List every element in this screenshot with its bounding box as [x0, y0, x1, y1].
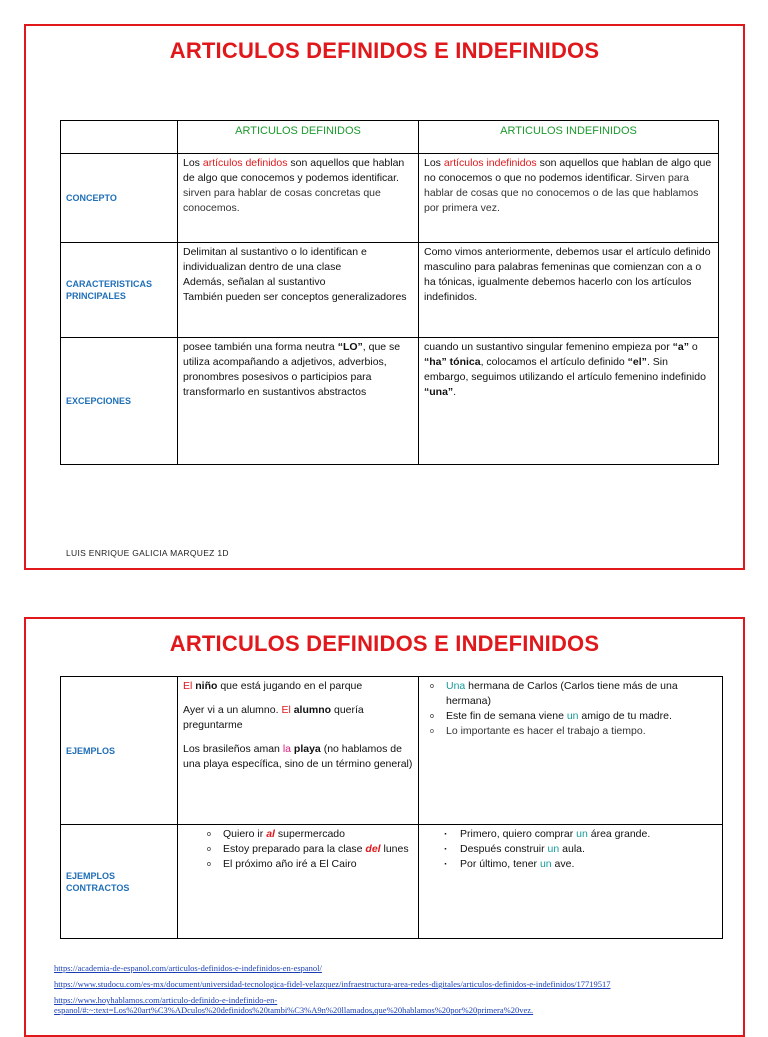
reference-link[interactable]: https://www.hoyhablamos.com/articulo-definido-e-indefinido-en-	[54, 995, 278, 1005]
list-item	[446, 679, 717, 709]
reference-link[interactable]: https://www.studocu.com/es-mx/document/universidad-tecnologica-fidel-velazquez/infraestructura-area-redes-digitales/articulos-definidos-e-indefinidos/17719517	[54, 979, 611, 989]
article-word: un	[539, 858, 552, 870]
reference-link[interactable]: https://academia-de-espanol.com/articulos-definidos-e-indefinidos-en-espanol/	[54, 963, 322, 973]
noun-word: niño	[192, 680, 218, 692]
article-word: un	[547, 843, 560, 855]
caracteristicas-indefinidos-cell	[419, 243, 719, 338]
author-name: LUIS ENRIQUE GALICIA MARQUEZ 1D	[66, 548, 229, 558]
page-title: ARTICULOS DEFINIDOS E INDEFINIDOS	[169, 38, 600, 63]
row-header-concepto: CONCEPTO	[61, 154, 178, 243]
list-item	[223, 842, 413, 857]
page-title: ARTICULOS DEFINIDOS E INDEFINIDOS	[169, 631, 600, 656]
list-item	[460, 827, 717, 842]
text: amigo de tu madre.	[578, 710, 672, 722]
table-row-contractos	[61, 825, 723, 939]
empty-corner-cell	[61, 121, 178, 154]
list-item: o Lo importante es hacer el trabajo a tiempo.	[446, 724, 717, 739]
example-list	[424, 679, 717, 739]
contraction-word: del	[365, 843, 381, 855]
row-header-line: PRINCIPALES	[66, 291, 126, 301]
ejemplos-indefinidos-cell	[419, 677, 723, 825]
article-word: un	[566, 710, 579, 722]
row-header-caracteristicas	[61, 243, 178, 338]
excepciones-indefinidos-cell	[419, 338, 719, 465]
text: Primero, quiero comprar	[460, 828, 577, 840]
list-item	[446, 709, 717, 724]
text: Por último, tener	[460, 858, 540, 870]
list-item	[460, 857, 717, 872]
row-header-excepciones: EXCEPCIONES	[61, 338, 178, 465]
text: igualmente debemos hacerlo con los artículos indefinidos.	[424, 276, 692, 303]
noun-word: playa	[291, 743, 321, 755]
text: Ayer vi a un alumno.	[183, 704, 282, 716]
text: cuando un sustantivo singular femenino empieza por	[424, 341, 673, 353]
ejemplos-definidos-cell	[178, 677, 419, 825]
caracteristicas-definidos-cell	[178, 243, 419, 338]
text-line: Además, señalan al sustantivo	[183, 276, 326, 288]
highlight-term: artículos definidos	[202, 157, 288, 169]
text: (no hablamos de una playa específica, sino de un término general)	[183, 743, 413, 770]
concepto-definidos-cell	[178, 154, 419, 243]
text: Como vimos anteriormente, debemos usar el artículo definido masculino para palabras femeninas que comienzan con a o ha tónicas,	[424, 246, 711, 288]
text: Este fin de semana viene	[446, 710, 567, 722]
example-list	[424, 827, 717, 872]
reference-links	[54, 963, 754, 1015]
text: Los brasileños aman	[183, 743, 283, 755]
text: son aquellos que hablan de algo que no conocemos o que no podemos identificar.	[424, 157, 712, 184]
text: Quiero ir	[223, 828, 267, 840]
row-header-line: CARACTERISTICAS	[66, 279, 153, 289]
text: Los	[183, 157, 203, 169]
excepciones-definidos-cell	[178, 338, 419, 465]
text: aula.	[559, 843, 585, 855]
concepto-indefinidos-cell	[419, 154, 719, 243]
text: son aquellos que hablan de algo que conocemos y podemos identificar.	[183, 157, 405, 184]
bold-term: “el”	[627, 356, 647, 368]
contraction-word: al	[266, 828, 275, 840]
column-header-definidos: ARTICULOS DEFINIDOS	[178, 121, 419, 154]
article-word: un	[576, 828, 588, 840]
list-item: o El próximo año iré a El Cairo	[223, 857, 413, 872]
text: hermana de Carlos (Carlos tiene más de una hermana)	[446, 680, 678, 707]
table-row-concepto	[61, 154, 719, 243]
text: Estoy preparado para la clase	[223, 843, 366, 855]
text: , colocamos el artículo definido	[480, 356, 628, 368]
table-row-caracteristicas	[61, 243, 719, 338]
table-row-ejemplos	[61, 677, 723, 825]
document-page-1	[24, 24, 745, 570]
reference-link[interactable]: espanol/#:~:text=Los%20art%C3%ADculos%20definidos%20tambi%C3%A9n%20llamados,que%20hablamos%20por%20primera%20vez.	[54, 1005, 534, 1015]
bold-term: “a”	[672, 341, 689, 353]
examples-table	[60, 676, 723, 939]
text: posee también una forma neutra	[183, 341, 338, 353]
text: ave.	[551, 858, 575, 870]
article-word: El	[281, 704, 291, 716]
list-item	[223, 827, 413, 842]
text: supermercado	[274, 828, 345, 840]
example-paragraph	[183, 742, 413, 772]
text: o	[689, 341, 698, 353]
example-paragraph	[183, 679, 413, 694]
contractos-definidos-cell	[178, 825, 419, 939]
text: que está jugando en el parque	[217, 680, 363, 692]
text: , que se utiliza acompañando a adjetivos, adverbios, pronombres posesivos o participios para transformarlo en sustantivos abstractos	[183, 341, 401, 398]
row-header-line: CONTRACTOS	[66, 882, 130, 893]
text-line: Delimitan al sustantivo o lo identifican e individualizan dentro de una clase	[183, 246, 367, 273]
example-paragraph	[183, 703, 413, 733]
row-header-line: EJEMPLOS	[66, 870, 116, 881]
example-list	[183, 827, 413, 872]
text: Sirven para hablar de cosas que no conocemos o de las que hablamos por primera vez.	[424, 172, 699, 214]
table-row-excepciones	[61, 338, 719, 465]
bold-term: “ha” tónica	[424, 356, 481, 368]
text: sirven para hablar de cosas concretas que conocemos.	[183, 187, 381, 214]
text: quería preguntarme	[183, 704, 364, 731]
table-header-row	[61, 121, 719, 154]
bold-term: “LO”	[337, 341, 363, 353]
row-header-contractos	[61, 825, 178, 939]
column-header-indefinidos: ARTICULOS INDEFINIDOS	[419, 121, 719, 154]
article-word: El	[183, 680, 193, 692]
text: lunes	[380, 843, 409, 855]
contractos-indefinidos-cell	[419, 825, 723, 939]
article-word: la	[282, 743, 291, 755]
text-line: También pueden ser conceptos generalizadores	[183, 291, 407, 303]
text: Los	[424, 157, 444, 169]
text: área grande.	[587, 828, 651, 840]
text: .	[453, 386, 457, 398]
highlight-term: artículos indefinidos	[443, 157, 537, 169]
text: . Sin embargo, seguimos utilizando el artículo femenino indefinido	[424, 356, 706, 383]
row-header-ejemplos: EJEMPLOS	[61, 677, 178, 825]
list-item	[460, 842, 717, 857]
bold-term: “una”	[424, 386, 454, 398]
article-word: Una	[446, 680, 466, 692]
noun-word: alumno	[290, 704, 332, 716]
text: Después construir	[460, 843, 548, 855]
articles-table	[60, 120, 719, 465]
